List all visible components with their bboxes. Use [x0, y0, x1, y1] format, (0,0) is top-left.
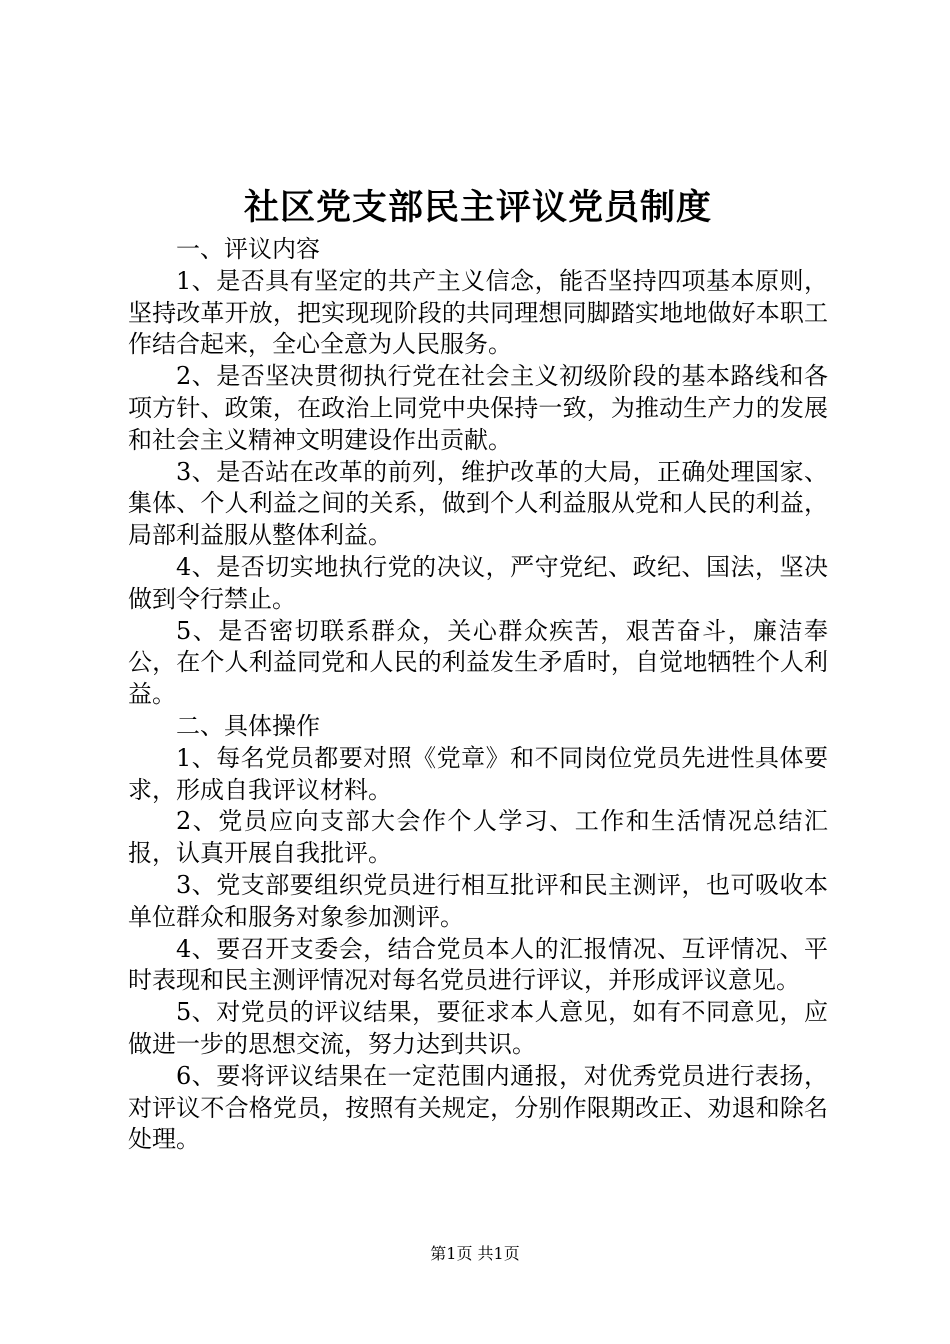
section-heading-2: 二、具体操作	[176, 711, 320, 740]
paragraph: 5、是否密切联系群众，关心群众疾苦，艰苦奋斗，廉洁奉公，在个人利益同党和人民的利益发生矛盾时，自觉地牺牲个人利益。	[128, 616, 828, 709]
paragraph: 2、是否坚决贯彻执行党在社会主义初级阶段的基本路线和各项方针、政策，在政治上同党中央保持一致，为推动生产力的发展和社会主义精神文明建设作出贡献。	[128, 362, 828, 454]
document-body	[128, 234, 828, 1156]
paragraph: 5、对党员的评议结果，要征求本人意见，如有不同意见，应做进一步的思想交流，努力达到共识。	[128, 998, 828, 1058]
paragraph: 1、是否具有坚定的共产主义信念，能否坚持四项基本原则，坚持改革开放，把实现现阶段的共同理想同脚踏实地地做好本职工作结合起来，全心全意为人民服务。	[128, 266, 828, 359]
paragraph: 3、是否站在改革的前列，维护改革的大局，正确处理国家、集体、个人利益之间的关系，做到个人利益服从党和人民的利益，局部利益服从整体利益。	[128, 457, 828, 550]
paragraph: 2、党员应向支部大会作个人学习、工作和生活情况总结汇报，认真开展自我批评。	[128, 807, 828, 868]
paragraph: 6、要将评议结果在一定范围内通报，对优秀党员进行表扬，对评议不合格党员，按照有关规定，分别作限期改正、劝退和除名处理。	[128, 1061, 828, 1154]
document-page	[128, 182, 828, 1156]
page-footer: 第1页 共1页	[430, 1244, 520, 1263]
paragraph: 4、要召开支委会，结合党员本人的汇报情况、互评情况、平时表现和民主测评情况对每名党员进行评议，并形成评议意见。	[128, 934, 828, 995]
document-title: 社区党支部民主评议党员制度	[243, 187, 712, 228]
paragraph: 3、党支部要组织党员进行相互批评和民主测评，也可吸收本单位群众和服务对象参加测评。	[128, 870, 828, 931]
paragraph: 4、是否切实地执行党的决议，严守党纪、政纪、国法，坚决做到令行禁止。	[128, 552, 828, 613]
section-heading-1: 一、评议内容	[176, 235, 320, 263]
paragraph: 1、每名党员都要对照《党章》和不同岗位党员先进性具体要求，形成自我评议材料。	[128, 743, 828, 804]
